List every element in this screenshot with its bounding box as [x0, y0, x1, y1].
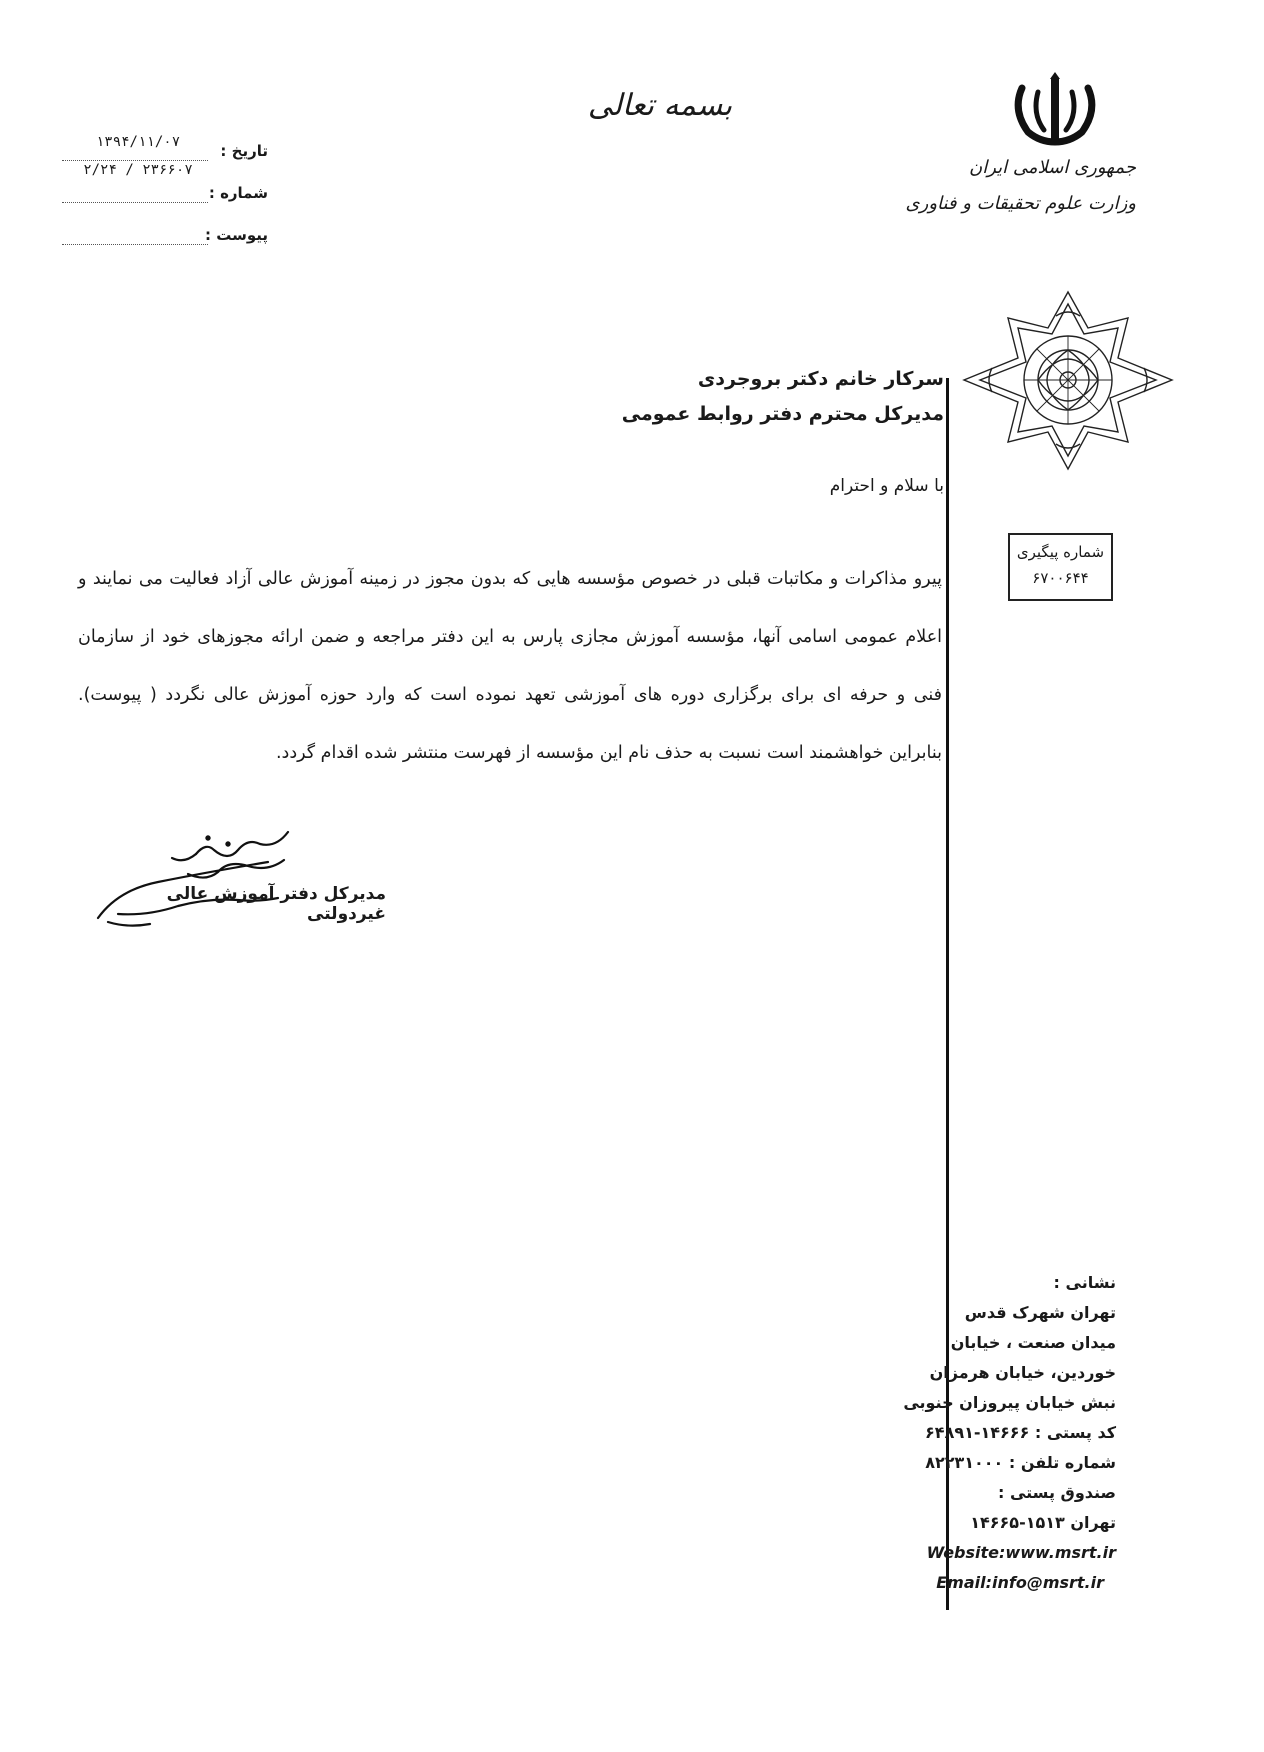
date-field — [58, 134, 268, 164]
po-box: تهران ۱۵۱۳-۱۴۶۶۵ — [970, 1513, 1116, 1532]
greeting: با سلام و احترام — [829, 476, 944, 496]
ministry-line-1: جمهوری اسلامی ایران — [969, 157, 1136, 178]
date-label: تاریخ : — [220, 142, 268, 160]
ornament-star-icon — [958, 288, 1178, 473]
attachment-dotted-line — [62, 244, 208, 245]
date-value: ۱۳۹۴/۱۱/۰۷ — [95, 134, 181, 150]
number-field — [58, 162, 268, 206]
addressee-title: مدیرکل محترم دفتر روابط عمومی — [621, 403, 944, 425]
address-line-2: میدان صنعت ، خیابان — [950, 1333, 1116, 1352]
address-line-3: خوردین، خیابان هرمزان — [929, 1363, 1116, 1382]
ministry-line-2: وزارت علوم تحقیقات و فناوری — [905, 193, 1136, 214]
iran-emblem-icon — [1010, 70, 1100, 150]
tracking-label: شماره پیگیری — [1016, 543, 1105, 561]
phone-number: شماره تلفن : ۸۲۲۳۱۰۰۰ — [925, 1453, 1116, 1472]
addressee-name: سرکار خانم دکتر بروجردی — [697, 368, 944, 390]
number-value: ۲/۲۴ / ۲۳۶۶۰۷ — [83, 162, 193, 178]
bismillah-heading: بسمه تعالی — [587, 88, 733, 123]
number-dotted-line — [62, 202, 208, 203]
email-link[interactable]: Email:info@msrt.ir — [936, 1573, 1104, 1592]
ministry-name — [906, 150, 1136, 222]
number-label: شماره : — [208, 184, 268, 202]
attachment-label: پیوست : — [204, 226, 268, 244]
website-link[interactable]: Website:www.msrt.ir — [926, 1543, 1116, 1562]
postal-code: کد پستی : ۱۴۶۶۶-۶۴۸۹۱ — [925, 1423, 1116, 1442]
address-line-4: نبش خیابان پیروزان جنوبی — [903, 1393, 1116, 1412]
signatory-title: مدیرکل دفتر آموزش عالی غیردولتی — [166, 884, 386, 924]
address-line-1: تهران شهرک قدس — [964, 1303, 1116, 1322]
address-block — [903, 1268, 1116, 1598]
tracking-number-box — [1008, 533, 1113, 601]
attachment-field — [58, 226, 268, 248]
letter-body: پیرو مذاکرات و مکاتبات قبلی در خصوص مؤسسه هایی که بدون مجوز در زمینه آموزش عالی آزاد فعالیت می نمایند و اعلام عمومی اسامی آنها، مؤسسه آموزش مجازی پارس به این دفتر مراجعه و ضمن ارائه مجوزهای خود از سازمان فنی و حرفه ای برای برگزاری دوره های آموزشی تعهد نموده است که وارد حوزه آموزش عالی نگردد ( پیوست). بنابراین خواهشمند است نسبت به حذف نام این مؤسسه از فهرست منتشر شده اقدام گردد. — [78, 569, 942, 763]
po-box-label: صندوق پستی : — [997, 1483, 1116, 1502]
date-dotted-line — [62, 160, 208, 161]
address-label: نشانی : — [1053, 1273, 1116, 1292]
addressee — [622, 362, 944, 432]
tracking-value: ۶۷۰۰۶۴۴ — [1032, 569, 1089, 587]
